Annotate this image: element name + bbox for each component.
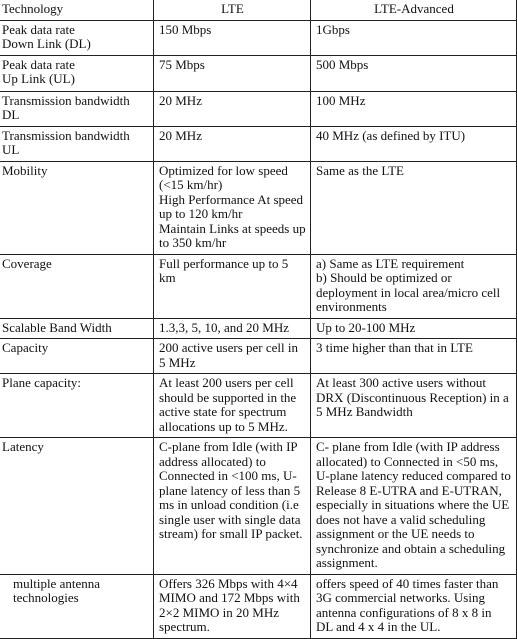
table-row bbox=[0, 161, 517, 254]
row-label: Peak data rate Down Link (DL) bbox=[0, 20, 154, 55]
lte-advanced-cell: Same as the LTE bbox=[311, 161, 517, 254]
lte-advanced-cell: a) Same as LTE requirement b) Should be optimized or deployment in local area/micro cell environments bbox=[311, 254, 517, 318]
row-label: multiple antenna technologies bbox=[0, 574, 154, 638]
table-row bbox=[0, 318, 517, 339]
table-row bbox=[0, 339, 517, 374]
lte-cell: 20 MHz bbox=[154, 126, 311, 161]
lte-advanced-cell: At least 300 active users without DRX (Discontinuous Reception) in a 5 MHz Bandwidth bbox=[311, 374, 517, 438]
header-lte-advanced: LTE-Advanced bbox=[311, 0, 517, 20]
lte-advanced-cell: C- plane from Idle (with IP address allocated) to Connected in <50 ms, U-plane latency reduced compared to Release 8 E-UTRA and E-UTRAN, especially in situations where the UE does not have a valid scheduling assignment or the UE needs to synchronize and obtain a scheduling assignment. bbox=[311, 438, 517, 575]
lte-advanced-cell: offers speed of 40 times faster than 3G commercial networks. Using antenna configurations of 8 x 8 in DL and 4 x 4 in the UL. bbox=[311, 574, 517, 638]
lte-advanced-cell: 100 MHz bbox=[311, 91, 517, 126]
lte-advanced-cell: 40 MHz (as defined by ITU) bbox=[311, 126, 517, 161]
table-row bbox=[0, 91, 517, 126]
lte-cell: 1.3,3, 5, 10, and 20 MHz bbox=[154, 318, 311, 339]
header-technology: Technology bbox=[0, 0, 154, 20]
table-row bbox=[0, 254, 517, 318]
table-row bbox=[0, 126, 517, 161]
lte-cell: 200 active users per cell in 5 MHz bbox=[154, 339, 311, 374]
row-label: Coverage bbox=[0, 254, 154, 318]
lte-cell: Full performance up to 5 km bbox=[154, 254, 311, 318]
row-label: Transmission bandwidth DL bbox=[0, 91, 154, 126]
row-label: Plane capacity: bbox=[0, 374, 154, 438]
lte-cell: 75 Mbps bbox=[154, 55, 311, 91]
row-label: Transmission bandwidth UL bbox=[0, 126, 154, 161]
table-row bbox=[0, 20, 517, 55]
lte-cell: Offers 326 Mbps with 4×4 MIMO and 172 Mbps with 2×2 MIMO in 20 MHz spectrum. bbox=[154, 574, 311, 638]
lte-cell: C-plane from Idle (with IP address allocated) to Connected in <100 ms, U-plane latency of less than 5 ms in unload condition (i.e single user with single data stream) for small IP packet. bbox=[154, 438, 311, 575]
table-row bbox=[0, 55, 517, 91]
table-header-row bbox=[0, 0, 517, 20]
lte-advanced-cell: Up to 20-100 MHz bbox=[311, 318, 517, 339]
row-label: Scalable Band Width bbox=[0, 318, 154, 339]
table-row bbox=[0, 374, 517, 438]
row-label: Capacity bbox=[0, 339, 154, 374]
lte-cell: At least 200 users per cell should be supported in the active state for spectrum allocations up to 5 MHz. bbox=[154, 374, 311, 438]
header-lte: LTE bbox=[154, 0, 311, 20]
lte-cell: Optimized for low speed (<15 km/hr) High Performance At speed up to 120 km/hr Maintain Links at speeds up to 350 km/hr bbox=[154, 161, 311, 254]
table-row bbox=[0, 438, 517, 575]
lte-cell: 20 MHz bbox=[154, 91, 311, 126]
row-label: Latency bbox=[0, 438, 154, 575]
lte-cell: 150 Mbps bbox=[154, 20, 311, 55]
lte-advanced-cell: 500 Mbps bbox=[311, 55, 517, 91]
table-row bbox=[0, 574, 517, 638]
row-label: Mobility bbox=[0, 161, 154, 254]
lte-advanced-cell: 3 time higher than that in LTE bbox=[311, 339, 517, 374]
lte-advanced-cell: 1Gbps bbox=[311, 20, 517, 55]
row-label: Peak data rate Up Link (UL) bbox=[0, 55, 154, 91]
